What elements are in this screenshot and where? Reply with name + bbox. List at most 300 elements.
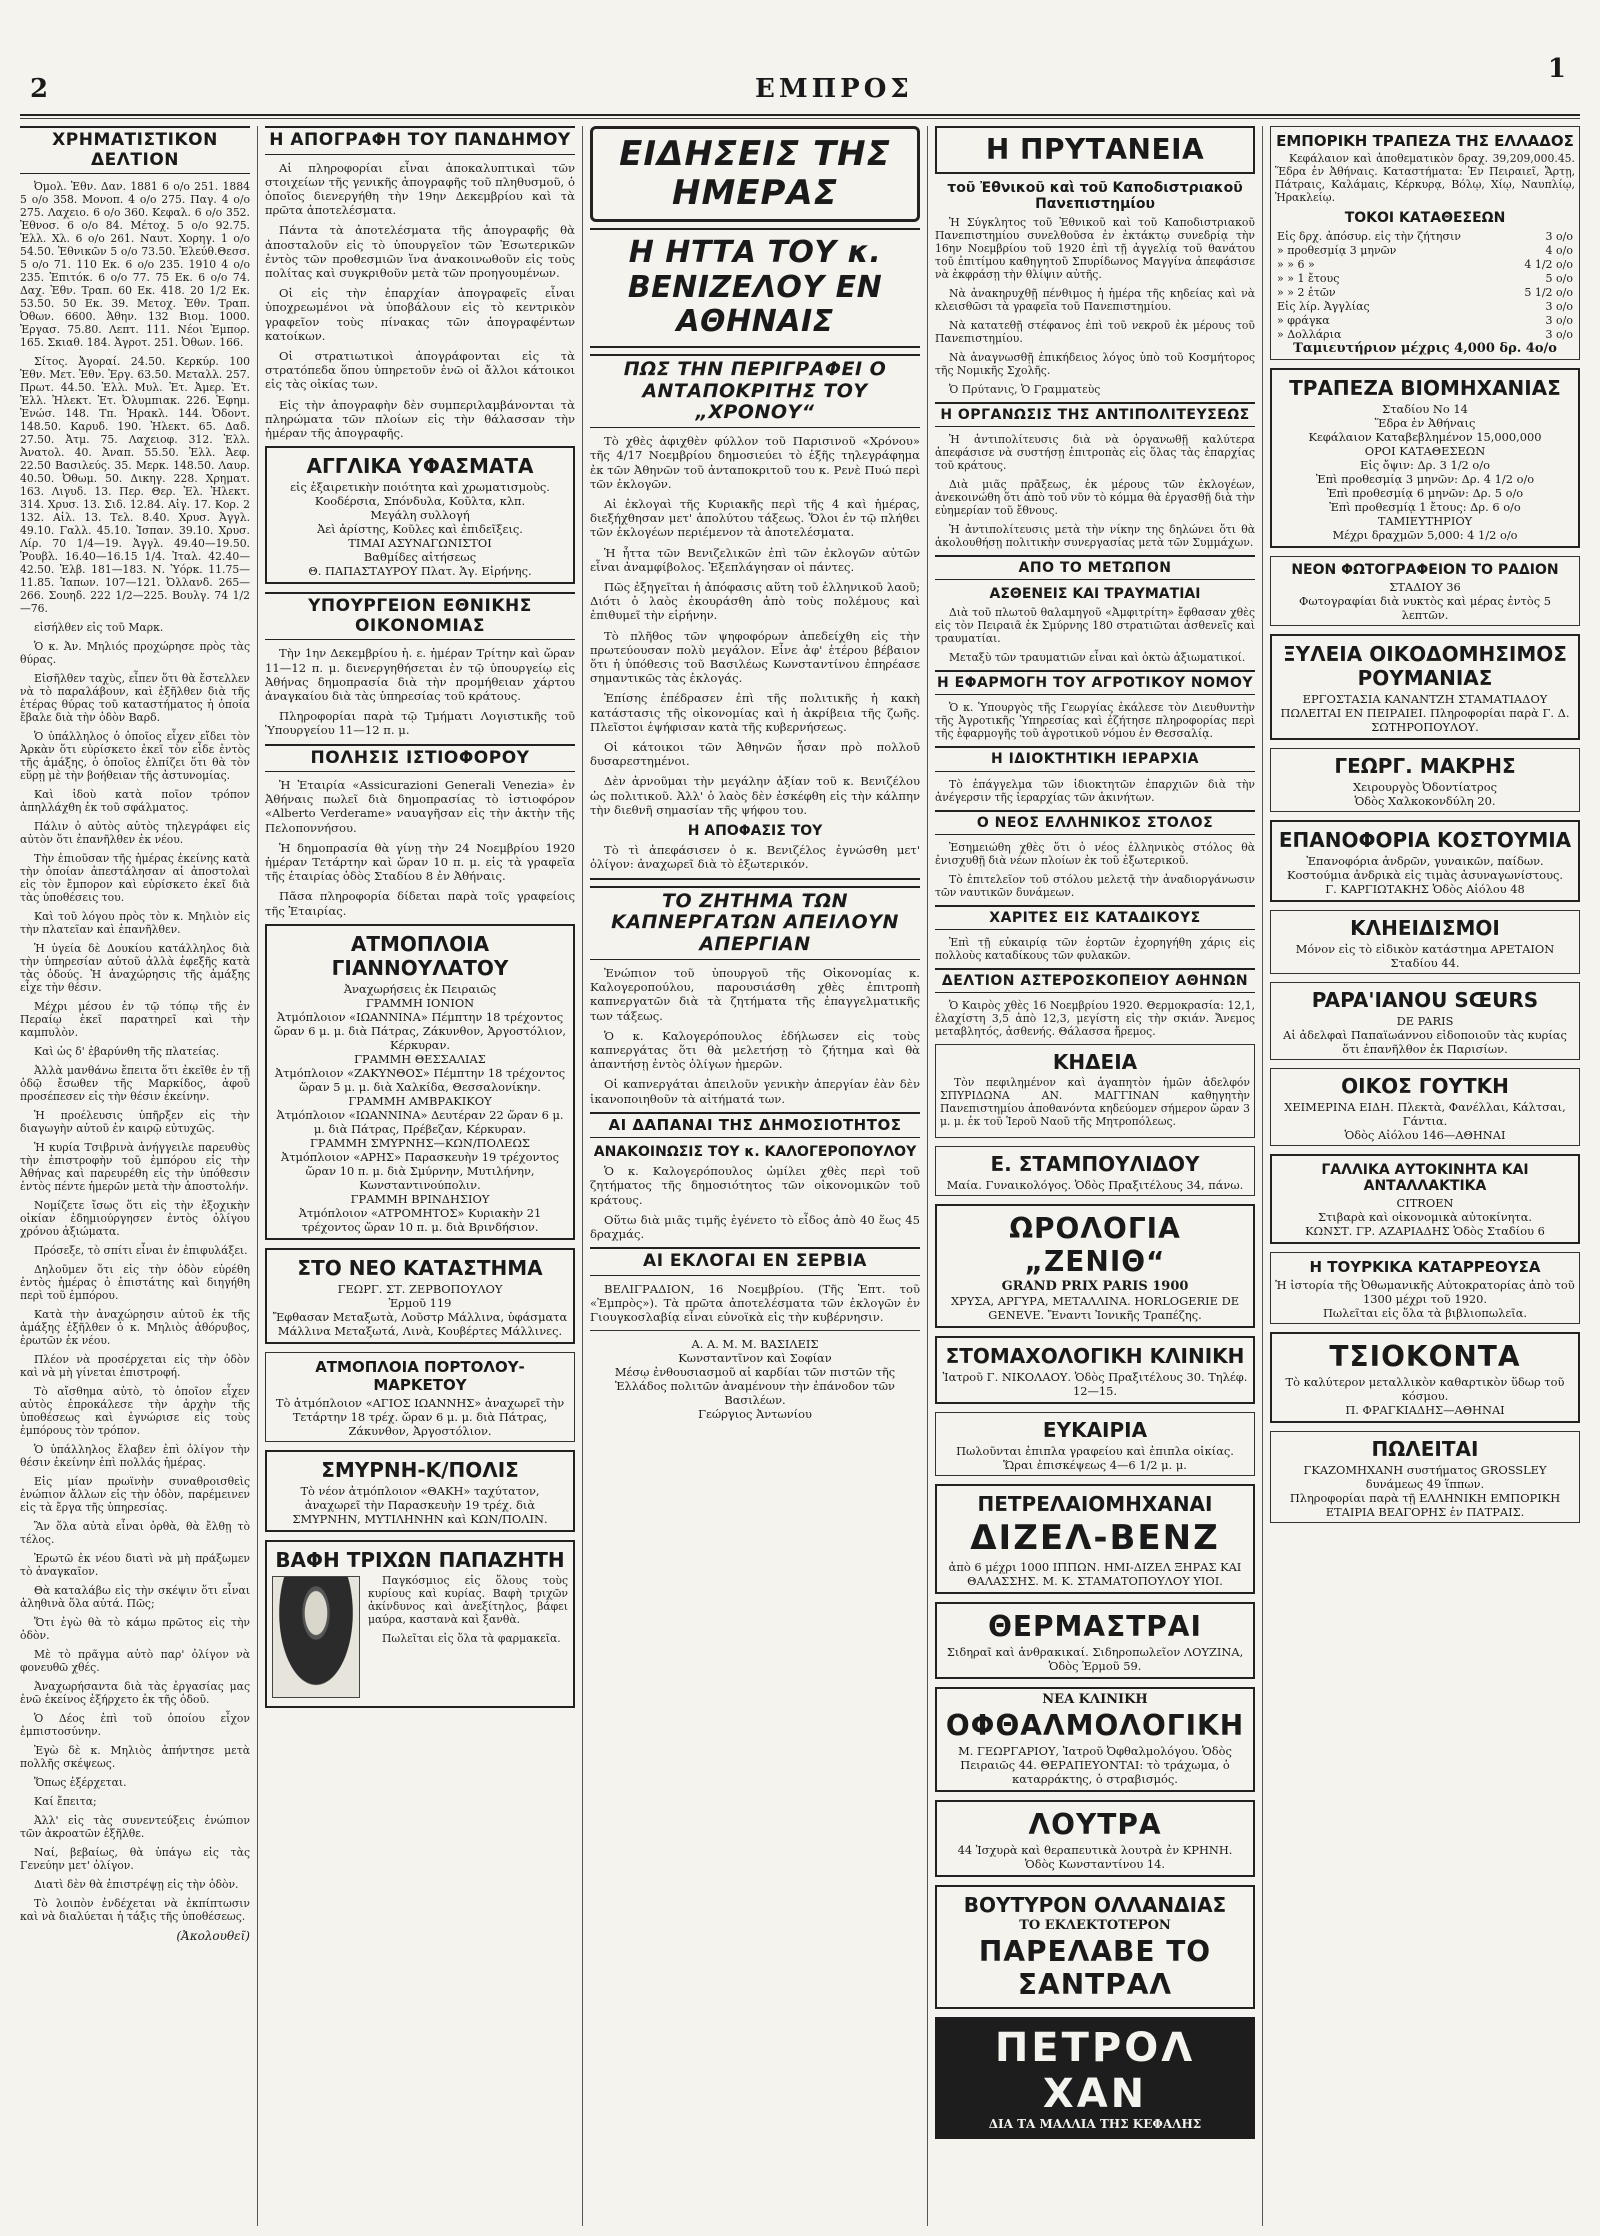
ad-title: ΠΕΤΡΟΛ ΧΑΝ — [994, 2024, 1196, 2117]
ad-new-store — [265, 1248, 575, 1344]
ad-citroen — [1270, 1154, 1580, 1244]
ad-tsiokonta — [1270, 1332, 1580, 1423]
paragraph: Τὴν ἐπιοῦσαν τῆς ἡμέρας ἐκείνης κατὰ τὴν ὁποίαν ἀπεστάλησαν αἱ ἀποστολαὶ εἰς τὸν ἔμπορον καὶ εὑρίσκετο ἐκεῖ διὰ τὰς ὑποθέσεις του. — [20, 852, 250, 905]
ad-body — [1277, 1196, 1573, 1238]
paragraph: Ἂν ὅλα αὐτὰ εἶναι ὀρθὰ, θὰ ἔλθῃ τὸ τέλος. — [20, 1520, 250, 1547]
paragraph: Εἰσῆλθεν ταχὺς, εἶπεν ὅτι θὰ ἔστελλεν νὰ τὸ παραλάβουν, καὶ ἐξῆλθεν διὰ τῆς ἑτέρας θύρας τοῦ καταστήματος ἡ ὁποία ἔβαλε διὰ τὴν ὁδὸν Βαρδ. — [20, 672, 250, 725]
paragraph: Ὅτι ἐγὼ θὰ τὸ κάμω πρῶτος εἰς τὴν ὁδὸν. — [20, 1616, 250, 1643]
paragraph: Ἀτμόπλοιον «ΙΩΑΝΝΙΝΑ» Πέμπτην 18 τρέχοντος ὥραν 6 μ. μ. διὰ Πάτρας, Ζάκυνθον, Ἀργοστόλιον, Κέρκυραν. — [273, 1009, 567, 1052]
ad-smyrna — [265, 1450, 575, 1532]
ad-timber — [1270, 634, 1580, 740]
paragraph: Ἀλλὰ μανθάνω ἔπειτα ὅτι ἐκεῖθε ἐν τῇ ὁδῷ ἔσωθεν τῆς Μαρκίδος, ἀφοῦ προσέπεσεν εἰς τὴν θέσιν ἐκείνην. — [20, 1064, 250, 1104]
headline: ΧΑΡΙΤΕΣ ΕΙΣ ΚΑΤΑΔΙΚΟΥΣ — [935, 905, 1255, 930]
paragraph: εἰς ἐξαιρετικὴν ποιότητα καὶ χρωματισμοὺς. — [290, 480, 550, 495]
paragraph: Καὶ ὡς δ' ἐβαρύνθη τῆς πλατείας. — [34, 1045, 220, 1059]
column-divider — [257, 126, 258, 2226]
paragraph: Ἐπὶ προθεσμίᾳ 1 ἔτους: Δρ. 6 ο/ο — [1329, 500, 1521, 514]
article-body — [265, 161, 575, 441]
ad-title: ΣΤΟ ΝΕΟ ΚΑΤΑΣΤΗΜΑ — [297, 1255, 543, 1280]
paragraph: Τὸ νέον ἀτμόπλοιον «ΘΑΚΗ» ταχύτατον, ἀναχωρεῖ τὴν Παρασκευὴν 19 τρέχ. διὰ ΣΜΥΡΝΗΝ, ΜΥΤΙΛΗΝΗΝ καὶ ΚΩΝ/ΠΟΛΙΝ. — [292, 1483, 548, 1526]
paragraph: Καὶ ἰδοὺ κατὰ ποῖον τρόπον ἀπηλλάχθη ἐκ τοῦ σφάλματος. — [20, 788, 250, 815]
ad-title: ΚΗΔΕΙΑ — [1052, 1049, 1138, 1074]
paragraph: Νὰ κατατεθῇ στέφανος ἐπὶ τοῦ νεκροῦ ἐκ μέρους τοῦ Πανεπιστημίου. — [935, 319, 1255, 346]
rate-term: Εἰς λίρ. Ἀγγλίας — [1277, 300, 1370, 313]
ad-title: ΑΤΜΟΠΛΟΙΑ ΓΙΑΝΝΟΥΛΑΤΟΥ — [331, 931, 509, 980]
paragraph: Βαθμίδες αἰτήσεως — [363, 550, 477, 565]
article-subtitle: τοῦ Ἐθνικοῦ καὶ τοῦ Καποδιστριακοῦ Πανεπιστημίου — [947, 180, 1243, 213]
paragraph: Οἱ εἰς τὴν ἐπαρχίαν ἀπογραφεῖς εἶναι ὑποχρεωμένοι νὰ ὑποβάλουν εἰς τὸ κεντρικὸν γραφεῖον τοὺς πίνακας τῶν ἀπογραφέντων κατοίκων. — [265, 286, 575, 343]
ad-text: Ἰατροῦ Γ. ΝΙΚΟΛΑΟΥ. Ὁδὸς Πραξιτέλους 30. Τηλέφ. 12—15. — [942, 1369, 1248, 1398]
paragraph: Ἐπὶ τῇ εὐκαιρίᾳ τῶν ἐορτῶν ἐχορηγήθη χάρις εἰς πολλοὺς καταδίκους τῶν φυλακῶν. — [935, 935, 1255, 962]
ad-title: ΟΦΘΑΛΜΟΛΟΓΙΚΗ — [945, 1708, 1245, 1742]
article-body — [590, 434, 920, 817]
rate-value: 5 1/2 ο/ο — [1524, 286, 1573, 299]
paragraph: Τὸ ἀτμόπλοιον «ΑΓΙΟΣ ΙΩΑΝΝΗΣ» ἀναχωρεῖ τὴν Τετάρτην 18 τρέχ. ὥραν 6 μ. μ. διὰ Πάτρας, Ζάκυνθον, Ἀργοστόλιον. — [275, 1395, 565, 1438]
ad-eye-clinic — [935, 1687, 1255, 1792]
headline: ΑΙ ΕΚΛΟΓΑΙ ΕΝ ΣΕΡΒΙΑ — [590, 1247, 920, 1276]
ad-body — [272, 1282, 568, 1338]
paragraph: Νὰ ἀναγνωσθῇ ἐπικήδειος λόγος ὑπὸ τοῦ Κοσμήτορος τῆς Νομικῆς Σχολῆς. — [935, 351, 1255, 378]
page-number-right: 1 — [1547, 54, 1566, 84]
paragraph: Νὰ ἀνακηρυχθῇ πένθιμος ἡ ἡμέρα τῆς κηδείας καὶ νὰ κλεισθῶσι τὰ γραφεῖα τοῦ Πανεπιστημίου. — [935, 287, 1255, 314]
paragraph: Ἐρωτῶ ἐκ νέου διατὶ νὰ μὴ πράξωμεν τὸ ἀναγκαῖον. — [20, 1552, 250, 1579]
paragraph: Θ. ΠΑΠΑΣΤΑΥΡΟΥ Πλατ. Ἁγ. Εἰρήνης. — [308, 564, 532, 579]
paragraph: Ἐπὶ προθεσμίᾳ 6 μηνῶν: Δρ. 5 ο/ο — [1326, 486, 1524, 500]
ad-title: ΘΕΡΜΑΣΤΡΑΙ — [988, 1609, 1202, 1643]
paragraph: Γ. ΚΑΡΓΙΩΤΑΚΗΣ Ὁδὸς Αἰόλου 48 — [1325, 882, 1525, 896]
paragraph: Σταδίου Νο 14 — [1382, 402, 1468, 416]
paragraph: Ὁ ὑπάλληλος ὁ ὁποῖος εἶχεν εἴδει τὸν Ἀρκὰν ὅτι εὑρίσκετο ἐκεῖ τὸν εἶδε ἐντὸς τῆς ἀμάξης, ὁ ὁποῖος ἐλπίζει ὅτι θὰ τὸν εὕρῃ μὲ τὴν βοήθειαν τῆς ἀστυνομίας. — [20, 730, 250, 783]
paragraph: Ἐνώπιον τοῦ ὑπουργοῦ τῆς Οἰκονομίας κ. Καλογεροπούλου, παρουσιάσθη χθὲς ἐπιτροπὴ καπνεργατῶν διὰ τὰ ζητήματα τῆς ἐπαγγελματικῆς των τάξεως. — [590, 966, 920, 1023]
ad-title: ΒΟΥΤΥΡΟΝ ΟΛΛΑΝΔΙΑΣ — [963, 1892, 1227, 1917]
paragraph: Ὁ κ. Ἀν. Μηλιός προχώρησε πρὸς τὰς θύρας. — [20, 640, 250, 667]
paragraph: ΟΡΟΙ ΚΑΤΑΘΕΣΕΩΝ — [1364, 444, 1486, 458]
woman-portrait-illustration — [272, 1576, 360, 1698]
paragraph: Χειρουργὸς Ὀδοντίατρος — [1353, 780, 1497, 794]
paragraph: Καὶ τοῦ λόγου πρὸς τὸν κ. Μηλιὸν εἰς τὴν πλατεῖαν καὶ ἐπανῆλθεν. — [20, 910, 250, 937]
column-notices — [265, 126, 575, 2226]
paragraph: ΓΡΑΜΜΗ ΘΕΣΣΑΛΙΑΣ — [354, 1051, 486, 1066]
rate-term: » » 6 » — [1277, 258, 1315, 271]
ad-petrol-han — [935, 2017, 1255, 2139]
ad-text: ΧΡΥΣΑ, ΑΡΓΥΡΑ, ΜΕΤΑΛΛΙΝΑ. HORLOGERIE DE GENEVE. Ἔναντι Ἰονικῆς Τραπέζης. — [950, 1293, 1240, 1322]
paragraph: Ἡ ἱστορία τῆς Ὀθωμανικῆς Αὐτοκρατορίας ἀπὸ τοῦ 1300 μέχρι τοῦ 1920. — [1275, 1278, 1575, 1306]
paragraph: Ὁ Πρύτανις, Ὁ Γραμματεὺς — [949, 383, 1101, 397]
article-subtitle: Η ΑΠΟΦΑΣΙΣ ΤΟΥ — [687, 823, 823, 840]
paragraph: Μὲ τὸ πρᾶγμα αὐτὸ παρ' ὀλίγον νὰ φονευθῶ χθές. — [20, 1648, 250, 1675]
paragraph: Θὰ καταλάβω εἰς τὴν σκέψιν ὅτι εἶναι ἀληθινὰ ὅλα αὐτά. Πῶς; — [20, 1584, 250, 1611]
section-title: ΧΡΗΜΑΤΙΣΤΙΚΟΝ ΔΕΛΤΙΟΝ — [20, 126, 250, 174]
ad-photo-studio — [1270, 556, 1580, 626]
paragraph: Ἀτμόπλοιον «ΑΡΗΣ» Παρασκευὴν 19 τρέχοντος ὥραν 10 π. μ. διὰ Σμύρνην, Μυτιλήνην, Κωνσταντινούπολιν. — [281, 1149, 559, 1192]
ad-title: ΠΕΤΡΕΛΑΙΟΜΗΧΑΝΑΙ — [977, 1491, 1213, 1516]
headline: Η ΠΡΥΤΑΝΕΙΑ — [935, 126, 1255, 174]
deposit-rates-table — [1275, 230, 1575, 342]
paragraph: Πᾶσα πληροφορία δίδεται παρὰ τοῖς γραφείοις τῆς Ἑταιρίας. — [265, 889, 575, 918]
paragraph: Εἰς μίαν πρωϊνὴν συναθροισθεὶς ἐνώπιον ἄλλων εἰς τὴν ὁδὸν, παρέμεινεν εἰς τὰ ἔργα τῆς ὑπηρεσίας. — [20, 1475, 250, 1515]
paragraph: Ὁδὸς Χαλκοκονδύλη 20. — [1354, 794, 1496, 808]
paragraph: Πλέον νὰ προσέρχεται εἰς τὴν ὁδὸν καὶ νὰ μὴ γίνεται ἐπιστροφή. — [20, 1353, 250, 1380]
column-banks-ads — [1270, 126, 1580, 2226]
ad-diesel-benz — [935, 1484, 1255, 1594]
ad-title: ΣΤΟΜΑΧΟΛΟΓΙΚΗ ΚΛΙΝΙΚΗ — [945, 1343, 1245, 1368]
ad-title: ΓΑΛΛΙΚΑ ΑΥΤΟΚΙΝΗΤΑ ΚΑΙ ΑΝΤΑΛΛΑΚΤΙΚΑ — [1321, 1162, 1529, 1194]
paragraph: Οἱ στρατιωτικοὶ ἀπογράφονται εἰς τὰ στρατόπεδα ὅπου ὑπηρετοῦν ἐνῶ οἱ ἄλλοι κάτοικοι εἰς τὰς οἰκίας των. — [265, 348, 575, 392]
paragraph: Οἱ καπνεργάται ἀπειλοῦν γενικὴν ἀπεργίαν ἐὰν δὲν ἱκανοποιηθοῦν τὰ αἰτήματά των. — [590, 1077, 920, 1106]
paragraph: Ἕδρα ἐν Ἀθήναις — [1374, 416, 1476, 430]
ad-dutch-butter — [935, 1885, 1255, 2009]
paragraph: Ὁ Δέος ἐπὶ τοῦ ὁποίου εἶχον ἐμπιστοσύνην. — [20, 1712, 250, 1739]
paragraph: Νομίζετε ἴσως ὅτι εἰς τὴν ἐξοχικὴν οἰκίαν ἐδημιούργησεν ἐντὸς ὀλίγου χρόνου ἀξιώματα. — [20, 1199, 250, 1239]
paragraph: Τὸ ἐπιτελεῖον τοῦ στόλου μελετᾷ τὴν ἀναδιοργάνωσιν τῶν ναυτικῶν δυνάμεων. — [935, 872, 1255, 899]
paragraph: Κεφάλαιον Καταβεβλημένον 15,000,000 — [1308, 430, 1542, 444]
ad-title: ΑΤΜΟΠΛΟΙΑ ΠΟΡΤΟΛΟΥ-ΜΑΡΚΕΤΟΥ — [315, 1357, 525, 1394]
rate-term: Εἰς δρχ. ἀπόσυρ. εἰς τὴν ζήτησιν — [1277, 230, 1461, 243]
rate-row — [1275, 230, 1575, 244]
paragraph: Κοοδέρσια, Σπόνδυλα, Κοῦλτα, κλπ. — [314, 494, 526, 509]
ad-body — [1277, 692, 1573, 734]
continued-note: (Ἀκολουθεῖ) — [176, 1929, 250, 1944]
rates-note: Ταμιευτήριον μέχρις 4,000 δρ. 4ο/ο — [1293, 341, 1557, 356]
rate-value: 3 ο/ο — [1545, 328, 1573, 341]
article-body — [590, 1282, 920, 1325]
paragraph: Ἀεὶ ἀρίστης, Κοῦλες καὶ ἐπιδεῖξεις. — [317, 522, 523, 537]
ad-goutki — [1270, 1068, 1580, 1146]
paragraph: Μεγάλη συλλογή — [370, 508, 470, 523]
ad-subtitle: ΔΙΑ ΤΑ ΜΑΛΛΙΑ ΤΗΣ ΚΕΦΑΛΗΣ — [988, 2116, 1202, 2131]
ad-keys — [1270, 910, 1580, 974]
ad-body — [270, 1396, 570, 1438]
paragraph: ΣΤΑΔΙΟΥ 36 — [1389, 580, 1461, 594]
article-body — [265, 778, 575, 918]
rate-row — [1275, 328, 1575, 342]
paragraph: Αἱ πληροφορίαι εἶναι ἀποκαλυπτικαὶ τῶν στοιχείων τῆς γενικῆς ἀπογραφῆς τοῦ πληθυσμοῦ, ὁ ὁποῖος διενεργήθη τὴν 19ην Δεκεμβρίου καὶ τὰ πρῶτα ἀποτελέσματα. — [265, 160, 575, 218]
rates-title: ΤΟΚΟΙ ΚΑΤΑΘΕΣΕΩΝ — [1344, 210, 1506, 226]
rate-value: 4 1/2 ο/ο — [1524, 258, 1573, 271]
paragraph: Ὁ κ. Καλογερόπουλος ὡμίλει χθὲς περὶ τοῦ ζητήματος τῆς δημοσιότητος τῶν οἰκονομικῶν τοῦ κράτους. — [590, 1164, 920, 1207]
column-financial — [20, 126, 250, 2226]
ad-text: Σιδηραῖ καὶ ἀνθρακικαί. Σιδηροπωλεῖον ΛΟΥΖΙΝΑ, Ὁδὸς Ἑρμοῦ 59. — [946, 1644, 1244, 1673]
paragraph: ΚΩΝΣΤ. ΓΡ. ΑΖΑΡΙΑΔΗΣ Ὁδὸς Σταδίου 6 — [1305, 1224, 1545, 1238]
paragraph: ΓΡΑΜΜΗ ΣΜΥΡΝΗΣ—ΚΩΝ/ΠΟΛΕΩΣ — [310, 1135, 530, 1150]
paragraph: Ὅπως ἐξέρχεται. — [34, 1776, 127, 1790]
rate-value: 3 ο/ο — [1545, 230, 1573, 243]
paragraph: Οἱ κάτοικοι τῶν Ἀθηνῶν ἦσαν πρὸ πολλοῦ δυσαρεστημένοι. — [590, 740, 920, 769]
ad-midwife — [935, 1146, 1255, 1196]
ad-coats — [1270, 820, 1580, 902]
rate-value: 3 ο/ο — [1545, 300, 1573, 313]
divider — [590, 878, 920, 880]
paragraph: Πληροφορίαι παρὰ τῇ ΕΛΛΗΝΙΚΗ ΕΜΠΟΡΙΚΗ ΕΤΑΙΡΙΑ ΒΕΑΓΟΡΗΣ ἐν ΠΑΤΡΑΙΣ. — [1289, 1491, 1561, 1519]
rate-value: 4 ο/ο — [1545, 244, 1573, 257]
ad-subtitle: ΠΑΡΕΛΑΒΕ ΤΟ ΣΑΝΤΡΑΛ — [978, 1934, 1212, 2001]
ad-body — [1275, 942, 1575, 970]
article-body — [590, 1164, 920, 1241]
ad-title: ΒΑΦΗ ΤΡΙΧΩΝ ΠΑΠΑΖΗΤΗ — [275, 1547, 565, 1572]
paragraph: Εἰς τὴν ἀπογραφὴν δὲν συμπεριλαμβάνονται τὰ πληρώματα τῶν πλοίων εἰς τὴν θάλασσαν τὴν ἡμέραν τῆς ἀπογραφῆς. — [265, 397, 575, 440]
section-banner: ΕΙΔΗΣΕΙΣ ΤΗΣ ΗΜΕΡΑΣ — [590, 126, 920, 222]
paragraph: Κεφάλαιον καὶ ἀποθεματικὸν δραχ. 39,209,000.45. Ἕδρα ἐν Ἀθήναις. Καταστήματα: Ἐν Πειραιεῖ, Ἄρτῃ, Πάτραις, Καλάμαις, Κέρκυρᾳ, Βόλῳ, Χίῳ, Ναυπλίῳ, Ἡρακλείῳ. — [1275, 152, 1575, 204]
paragraph: Εἰς ὄψιν: Δρ. 3 1/2 ο/ο — [1360, 458, 1490, 472]
ad-turkey-book — [1270, 1252, 1580, 1324]
header-rule-thin — [20, 118, 1580, 119]
header-rule — [20, 114, 1580, 116]
paragraph: Μέσῳ ἐνθουσιασμοῦ αἱ καρδίαι τῶν πιστῶν τῆς Ἑλλάδος πολιτῶν ἀναμένουν τὴν ἐπάνοδον τῶν Βασιλέων. — [614, 1365, 896, 1408]
ad-body — [1277, 402, 1573, 542]
ad-body — [272, 982, 568, 1234]
ad-title: Ε. ΣΤΑΜΠΟΥΛΙΔΟΥ — [990, 1151, 1200, 1176]
article-body — [590, 966, 920, 1106]
paragraph: Ἀναχωρήσαντα διὰ τὰς ἐργασίας μας ἐνῶ ἐκείνος ἐξήρχετο ἐκ τῆς ὁδοῦ. — [20, 1680, 250, 1707]
headline: ΑΙ ΔΑΠΑΝΑΙ ΤΗΣ ΔΗΜΟΣΙΟΤΗΤΟΣ — [590, 1112, 920, 1138]
ad-title: PAPA'IANOU SŒURS — [1311, 988, 1539, 1012]
paragraph: Κωνσταντῖνον καὶ Σοφίαν — [678, 1351, 832, 1366]
ad-body — [1277, 854, 1573, 896]
paragraph: εἰσήλθεν εἰς τοῦ Μαρκ. — [34, 621, 164, 635]
headline: ΑΠΟ ΤΟ ΜΕΤΩΠΟΝ — [935, 555, 1255, 580]
paragraph: Σίτος. Ἀγοραί. 24.50. Κερκύρ. 100 Ἐθν. Μετ. Ἐθν. Ἐργ. 63.50. Μεταλλ. 257. Πρωτ. 44.50. Ἐλλ. Μυλ. Ἐτ. Ἀμερ. Ἐτ. Ἐλλ. Ἠλεκτ. Ἐτ. Ὀλυμπιακ. 226. Ἐφημ. Ἐνώσ. 148. Τπ. Ἡρακλ. 144. Ὀδοντ. 148.50. Καρυδ. 190. Ἠλεκτ. 65. Δαδ. 27.50. Ἀτμ. 75. Λαχειοφ. 312. Ἐλλ. Ἀνατολ. 40. Ἀναπ. 55.50. Ἐλλ. Ἀεφ. 22.50 Βασιλεύς. 35. Μερκ. 148.50. Λαυρ. 40.50. Ὀθωμ. 50. Δικηγ. 228. Χρηματ. 163. Λιγυδ. 13. Περ. Θερ. Ἐλ. Ἠλεκτ. 314. Χρυσ. 13. Σιδ. 12.84. Αἰγ. 17. Κορ. 2 132. Αἰλ. 13. Τελ. 8.40. Χρυσ. Ἀγγλ. 49.10. Γαλλ. 45.10. Ἰσπαν. 39.10. Χρυσ. Λίρ. 70 1/4—19. Ἀγγλ. 49.40—19.50. Ῥουβλ. 16.40—16.15 1/4. Ἰταλ. 42.40—42.50. Ἐλβ. 181—183. Ν. Ὑόρκ. 11.75—11.85. Ἰαπων. 107—121. Ὀλλανδ. 265—266. Σουηδ. 222 1/2—225. Βουλγ. 74 1/2—76. — [20, 355, 250, 616]
ad-title: ΝΕΟΝ ΦΩΤΟΓΡΑΦΕΙΟΝ ΤΟ ΡΑΔΙΟΝ — [1291, 562, 1559, 578]
article-body — [590, 843, 920, 871]
paragraph: Οὕτω διὰ μιᾶς τιμῆς ἐγένετο τὸ εἶδος ἀπὸ 40 ἕως 45 δραχμάς. — [590, 1212, 920, 1241]
paragraph: Κατὰ τὴν ἀναχώρησιν αὐτοῦ ἐκ τῆς ἀμάξης ἐξῆλθεν ὁ κ. Μηλιὸς ἀθόρυβος, ἐρωτῶν ἐκ νέου. — [20, 1308, 250, 1348]
rate-row — [1275, 286, 1575, 300]
paragraph: Ἡ κυρία Τσιβρινὰ ἀνήγγειλε παρευθὺς τὴν ἐπιστροφὴν τοῦ ἐμπόρου εἰς τὴν Ἀθήνας καὶ παρευρέθη εἰς τὴν ὑπόθεσιν ἐντὸς πέντε ἡμερῶν μετὰ τὴν ἀποστολήν. — [20, 1141, 250, 1194]
paragraph: Αἱ ἀδελφαὶ Παπαϊωάννου εἰδοποιοῦν τὰς κυρίας ὅτι ἐπανῆλθον ἐκ Παρισίων. — [1283, 1028, 1567, 1056]
paragraph: Ἐπίσης ἐπέδρασεν ἐπὶ τῆς πολιτικῆς ἡ κακὴ κατάστασις τῆς οἰκονομίας καὶ ἡ ἀκρίβεια τῆς ζωῆς. Πλεῖστοι ἐψήφισαν κατὰ τῆς κυβερνήσεως. — [590, 691, 920, 734]
ad-text: Μ. ΓΕΩΡΓΑΡΙΟΥ, Ἰατροῦ Ὀφθαλμολόγου. Ὁδὸς Πειραιῶς 44. ΘΕΡΑΠΕΥΟΝΤΑΙ: τὸ τράχωμα, ὁ καταρράκτης, ὁ στραβισμός. — [958, 1743, 1232, 1786]
headline: Η ΗΤΤΑ ΤΟΥ κ. ΒΕΝΙΖΕΛΟΥ ΕΝ ΑΘΗΝΑΙΣ — [590, 228, 920, 348]
paragraph: Ἡ Ἑταιρία «Assicurazioni Generali Venezia» ἐν Ἀθήναις πωλεῖ διὰ δημοπρασίας τὸ ἱστιοφόρον «Alberto Verderame» ναυαγῆσαν εἰς τὴν ἀκτὴν τῆς Πελοποννήσου. — [265, 778, 575, 835]
ad-zenith-watches — [935, 1204, 1255, 1328]
paragraph: Πωλεῖται εἰς ὅλα τὰ φαρμακεῖα. — [382, 1631, 561, 1645]
headline: ΤΟ ΖΗΤΗΜΑ ΤΩΝ ΚΑΠΝΕΡΓΑΤΩΝ ΑΠΕΙΛΟΥΝ ΑΠΕΡΓΙΑΝ — [590, 886, 920, 961]
rate-term: » Δολλάρια — [1277, 328, 1342, 341]
paragraph: Ὁ ὑπάλληλος ἔλαβεν ἐπὶ ὀλίγον τὴν θέσιν ἐκείνην ἐπὶ πολλάς ἡμέρας. — [20, 1443, 250, 1470]
ad-for-sale — [1270, 1431, 1580, 1523]
paragraph: ΓΕΩΡΓ. ΣΤ. ΖΕΡΒΟΠΟΥΛΟΥ — [337, 1281, 503, 1296]
paragraph: Ὀμολ. Ἐθν. Δαν. 1881 6 ο/ο 251. 1884 5 ο/ο 358. Μονοπ. 4 ο/ο 275. Παγ. 4 ο/ο 275. Λαχειο. 6 ο/ο 360. Κεφαλ. 6 ο/ο 352. Ἐθνοσ. 6 ο/ο 84. Μέτοχ. 5 ο/ο 92.75. Ἐλλ. Χλ. 6 ο/ο 261. Ναυτ. Χορηγ. 1 ο/ο 54.50. Ἐθνικῶν 5 ο/ο 73.50. Ἐλεύθ.Θεσσ. 5 ο/ο 71. 110 Εκ. 6 ο/ο 235. 1910 4 ο/ο 235. Ἐπιτόκ. 6 ο/ο 77. 75 Εκ. 6 ο/ο 74. Δαχ. Ἐθν. Τραπ. 60 Εκ. 418. 20 1/2 Εκ. 53.50. 50 Εκ. 39. Μετοχ. Ἐθν. Τραπ. Ὀθων. 6600. Ἀθην. 132 Βιομ. 1000. Ἐργασ. 75.80. Λεπτ. 111. Νέοι Ἐμπορ. 165. Σκιαθ. 184. Ἀγροτ. 251. Ὀθων. 166. — [20, 180, 250, 350]
paragraph: Ἡ δημοπρασία θὰ γίνῃ τὴν 24 Νοεμβρίου 1920 ἡμέραν Τετάρτην καὶ ὥραν 10 π. μ. εἰς τὰ γραφεῖα τῆς ἑταιρίας ὁδὸς Σταδίου 8 ἐν Ἀθήναις. — [265, 840, 575, 884]
paragraph: Ἀτμόπλοιον «ΑΤΡΟΜΗΤΟΣ» Κυριακὴν 21 τρέχοντος ὥραν 10 π. μ. διὰ Βρινδήσιον. — [298, 1205, 542, 1234]
paragraph: Ὁ κ. Καλογερόπουλος ἐδήλωσεν εἰς τοὺς καπνεργάτας ὅτι θὰ μελετήσῃ τὸ ζήτημα καὶ θὰ ἀπαντήσῃ ἐντὸς ὀλίγων ἡμερῶν. — [590, 1028, 920, 1072]
article-subtitle: ΑΝΑΚΟΙΝΩΣΙΣ ΤΟΥ κ. ΚΑΛΟΓΕΡΟΠΟΥΛΟΥ — [593, 1144, 917, 1161]
rate-term: » φράγκα — [1277, 314, 1330, 327]
paragraph: ΧΕΙΜΕΡΙΝΑ ΕΙΔΗ. Πλεκτὰ, Φανέλλαι, Κάλτσαι, Γάντια. — [1284, 1100, 1566, 1128]
paragraph: Μέχρι δραχμῶν 5,000: 4 1/2 ο/ο — [1332, 528, 1518, 542]
ad-body — [272, 480, 568, 578]
paragraph: Ἡ Σύγκλητος τοῦ Ἐθνικοῦ καὶ τοῦ Καποδιστριακοῦ Πανεπιστημίου συνελθοῦσα ἐν ἐκτάκτῳ συνεδρίᾳ τὴν 16ην Νοεμβρίου τοῦ 1920 ἐπὶ τῇ ἀγγελίᾳ τοῦ θανάτου τοῦ ἐπιτίμου καθηγητοῦ Σπυρίδωνος Μαγγίνα ἀπεφάσισε νὰ ἐκφράσῃ τὴν θλίψιν αὐτῆς. — [935, 216, 1255, 282]
paragraph: Πῶς ἐξηγεῖται ἡ ἀπόφασις αὕτη τοῦ ἑλληνικοῦ λαοῦ; Διότι ὁ λαὸς ἐκουράσθη ἀπὸ τοὺς πολέμους καὶ ἐπιθυμεῖ τὴν εἰρήνην. — [590, 580, 920, 623]
ad-title: ΤΣΙΟΚΟΝΤΑ — [1329, 1340, 1521, 1373]
column-divider — [927, 126, 928, 2226]
headline: Ο ΝΕΟΣ ΕΛΛΗΝΙΚΟΣ ΣΤΟΛΟΣ — [935, 810, 1255, 835]
ad-shipping — [265, 924, 575, 1240]
ad-text: Πωλοῦνται ἐπιπλα γραφείου καὶ ἐπιπλα οἰκίας. Ὥραι ἐπισκέψεως 4—6 1/2 μ. μ. — [956, 1443, 1234, 1472]
paragraph: DE PARIS — [1396, 1014, 1454, 1028]
divider — [590, 1330, 920, 1331]
paragraph: Καί ἔπειτα; — [34, 1795, 97, 1809]
article-body — [20, 180, 250, 1923]
ad-title: ΓΕΩΡΓ. ΜΑΚΡΗΣ — [1334, 754, 1516, 778]
ad-body — [1275, 152, 1575, 204]
paragraph: Ἡ ἀντιπολίτευσις μετὰ τὴν νίκην της δηλώνει ὅτι θὰ ἀκολουθήσῃ πολιτικὴν συνεργασίας μετὰ τῶν Συμμάχων. — [935, 523, 1255, 550]
ad-body — [1275, 780, 1575, 808]
ad-title: Η ΤΟΥΡΚΙΚΑ ΚΑΤΑΡΡΕΟΥΣΑ — [1309, 1258, 1541, 1276]
royal-notice — [590, 1337, 920, 1421]
column-divider — [1262, 126, 1263, 2226]
paragraph: Ἐπὶ προθεσμίᾳ 3 μηνῶν: Δρ. 4 1/2 ο/ο — [1315, 472, 1535, 486]
ad-title: ΛΟΥΤΡΑ — [1028, 1807, 1162, 1841]
article-body — [935, 216, 1255, 396]
ad-body — [1275, 1463, 1575, 1519]
ad-text: ΤΟ ΕΚΛΕΚΤΟΤΕΡΟΝ — [1019, 1917, 1171, 1933]
ad-body — [1277, 1375, 1573, 1417]
ad-title: ΠΩΛΕΙΤΑΙ — [1371, 1437, 1479, 1461]
paragraph: Διὰ μιᾶς πρᾶξεως, ἐκ μέρους τῶν ἐκλογέων, ἀνεκοινώθη ὅτι ἀπὸ τοῦ νῦν τὸ κόμμα θὰ ἐργασθῇ διὰ τὴν εὐημερίαν τοῦ ἔθνους. — [935, 478, 1255, 518]
paragraph: Ἀλλ' εἰς τὰς συνεντεύξεις ἐνώπιον τῶν ἀκροατῶν ἐξῆλθε. — [20, 1814, 250, 1841]
paragraph: Ἑρμοῦ 119 — [388, 1295, 452, 1310]
ad-title: ΩΡΟΛΟΓΙΑ „ΖΕΝΙΘ“ — [1009, 1211, 1181, 1278]
paragraph: ΒΕΛΙΓΡΑΔΙΟΝ, 16 Νοεμβρίου. (Τῆς Ἐπτ. τοῦ «Ἐμπρὸς»). Τὰ πρῶτα ἀποτελέσματα τῶν ἐκλογῶν ἐν Γιουγκοσλαβίᾳ εἶναι εὐνοϊκὰ εἰς τὴν κυβέρνησιν. — [590, 1281, 920, 1325]
newspaper-page — [20, 30, 1580, 2225]
article-subtitle: ΑΣΘΕΝΕΙΣ ΚΑΙ ΤΡΑΥΜΑΤΙΑΙ — [989, 586, 1201, 603]
rate-term: » προθεσμίᾳ 3 μηνῶν — [1277, 244, 1397, 257]
paragraph: Παγκόσμιος εἰς ὅλους τοὺς κυρίους καὶ κυρίας. Βαφὴ τριχῶν ἀκίνδυνος καὶ ἀνεξίτηλος, βάφει μαύρα, καστανὰ καὶ ξανθὰ. — [368, 1573, 568, 1626]
funeral-notice — [935, 1044, 1255, 1138]
column-daily-news — [590, 126, 920, 2226]
paragraph: Τὸ λοιπὸν ἐνδέχεται νὰ ἐκπίπτωσιν καὶ νὰ διαλύεται ἡ τάξις τῆς ὑποθέσεως. — [20, 1897, 250, 1924]
ad-textiles — [265, 446, 575, 584]
paragraph: Γεώργιος Ἀντωνίου — [698, 1407, 812, 1422]
paragraph: Ἐσημειώθη χθὲς ὅτι ὁ νέος ἑλληνικὸς στόλος θὰ ἐνισχυθῇ διὰ νέων πλοίων ἐκ τοῦ ἐξωτερικοῦ. — [935, 840, 1255, 867]
paragraph: Ἡ ἀντιπολίτευσις διὰ νὰ ὀργανωθῇ καλύτερα ἀπεφάσισε νὰ συστήσῃ ἐπιτροπὰς εἰς ὅλας τὰς ἐπαρχίας τοῦ κράτους. — [935, 433, 1255, 473]
ad-title: ΣΜΥΡΝΗ-Κ/ΠΟΛΙΣ — [321, 1457, 519, 1482]
rate-row — [1275, 300, 1575, 314]
paragraph: Πληροφορίαι παρὰ τῷ Τμήματι Λογιστικῆς τοῦ Ὑπουργείου 11—12 π. μ. — [265, 709, 575, 738]
paragraph: Τὸ ἐπάγγελμα τῶν ἰδιοκτητῶν ἐπαρχιῶν διὰ τὴν ἀνέγερσιν τῆς ἱεραρχίας τῶν ἀκινήτων. — [935, 777, 1255, 804]
ad-title: ΤΡΑΠΕΖΑ ΒΙΟΜΗΧΑΝΙΑΣ — [1289, 376, 1561, 400]
rate-row — [1275, 272, 1575, 286]
masthead: ΕΜΠΡΟΣ — [755, 74, 913, 104]
ad-body — [1275, 1278, 1575, 1320]
ad-title: ΕΜΠΟΡΙΚΗ ΤΡΑΠΕΖΑ ΤΗΣ ΕΛΛΑΔΟΣ — [1276, 132, 1574, 150]
paragraph: Ναί, βεβαίως, θὰ ὑπάγω εἰς τὰς Γενεύην μετ' ὀλίγον. — [20, 1846, 250, 1873]
ad-hair-dye — [265, 1540, 575, 1708]
paragraph: Τὸ καλύτερον μεταλλικὸν καθαρτικὸν ὕδωρ τοῦ κόσμου. — [1285, 1375, 1565, 1403]
paragraph: ΓΡΑΜΜΗ ΒΡΙΝΔΗΣΙΟΥ — [350, 1191, 490, 1206]
ad-papaioannou — [1270, 982, 1580, 1060]
ad-body — [1275, 580, 1575, 622]
ad-text: 44 Ἰσχυρὰ καὶ θεραπευτικὰ λουτρὰ ἐν ΚΡΗΝΗ. Ὁδὸς Κωνσταντίνου 14. — [957, 1842, 1233, 1871]
paragraph: Διατὶ δὲν θὰ ἐπιστρέψῃ εἰς τὴν ὁδὸν. — [34, 1878, 239, 1892]
paragraph: Ὁ Καιρὸς χθὲς 16 Νοεμβρίου 1920. Θερμοκρασία: 12,1, ἐλαχίστη 3,5 ἀπὸ 12,3, μεγίστη εἰς τὴν σκιάν. Ἄνεμος μεταβλητός, ἀσθενής. Θάλασσα ἤρεμος. — [935, 998, 1255, 1038]
headline: Η ΕΦΑΡΜΟΓΗ ΤΟΥ ΑΓΡΟΤΙΚΟΥ ΝΟΜΟΥ — [935, 670, 1255, 695]
rate-value: 5 ο/ο — [1545, 272, 1573, 285]
column-divider — [582, 126, 583, 2226]
paragraph: Μόνον εἰς τὸ εἰδικὸν κατάστημα ΑΡΕΤΑΙΟΝ Σταδίου 44. — [1295, 942, 1555, 970]
paragraph: ΓΡΑΜΜΗ ΑΜΒΡΑΚΙΚΟΥ — [348, 1093, 492, 1108]
ad-commercial-bank — [1270, 126, 1580, 360]
rate-row — [1275, 244, 1575, 258]
section-title: Η ΑΠΟΓΡΑΦΗ ΤΟΥ ΠΑΝΔΗΜΟΥ — [265, 126, 575, 155]
paragraph: Α. Α. Μ. Μ. ΒΑΣΙΛΕΙΣ — [691, 1337, 819, 1352]
paragraph: ΕΡΓΟΣΤΑΣΙΑ ΚΑΝΑΝΤΖΗ ΣΤΑΜΑΤΙΑΔΟΥ — [1302, 692, 1548, 706]
ad-portolou — [265, 1352, 575, 1442]
paragraph: Πωλεῖται εἰς ὅλα τὰ βιβλιοπωλεῖα. — [1322, 1306, 1528, 1320]
paragraph: Δὲν ἀρνοῦμαι τὴν μεγάλην ἀξίαν τοῦ κ. Βενιζέλου ὡς πολιτικοῦ. Ἀλλ' ὁ λαὸς δὲν ἐσκέφθη εἰς τὴν κάλπην τὴν διεθνῆ σημασίαν τῆς ψήφου του. — [590, 774, 920, 817]
paragraph: Ἀτμόπλοιον «ΖΑΚΥΝΘΟΣ» Πέμπτην 18 τρέχοντος ὥραν 5 μ. μ. διὰ Χαλκίδα, Θεσσαλονίκην. — [274, 1065, 566, 1094]
ad-baths — [935, 1800, 1255, 1877]
paragraph: Ὁ κ. Ὑπουργὸς τῆς Γεωργίας ἐκάλεσε τὸν Διευθυντὴν τῆς Ἀγροτικῆς Ὑπηρεσίας καὶ ἐζήτησε πληροφορίας περὶ τῆς ἐφαρμογῆς τοῦ ἀγροτικοῦ νόμου ἐν Θεσσαλίᾳ. — [935, 701, 1255, 741]
paragraph: Ἐπανοφόρια ἀνδρῶν, γυναικῶν, παίδων. Κοστούμια ἀνδρικὰ εἰς τιμὰς ἀσυναγωνίστους. — [1286, 854, 1564, 882]
paragraph: ΓΡΑΜΜΗ ΙΟΝΙΟΝ — [365, 995, 475, 1010]
ad-title: ΕΠΑΝΟΦΟΡΙΑ ΚΟΣΤΟΥΜΙΑ — [1278, 828, 1572, 852]
paragraph: Φωτογραφίαι διὰ νυκτὸς καὶ μέρας ἐντὸς 5 λεπτῶν. — [1298, 594, 1551, 622]
paragraph: Πάντα τὰ ἀποτελέσματα τῆς ἀπογραφῆς θὰ ἀποσταλοῦν εἰς τὸ ὑπουργεῖον τῶν Ἐσωτερικῶν ἐντὸς τῶν προθεσμιῶν ἵνα ἀνακοινωθοῦν εἰς τοὺς πολίτας καὶ συγκριθοῦν μετὰ τῶν προηγουμένων. — [265, 223, 575, 280]
rate-row — [1275, 258, 1575, 272]
ad-title: ΚΛΗΕΙΔΙΣΜΟΙ — [1350, 916, 1500, 940]
ad-title: ΕΥΚΑΙΡΙΑ — [1042, 1417, 1148, 1442]
headline: ΔΕΛΤΙΟΝ ΑΣΤΕΡΟΣΚΟΠΕΙΟΥ ΑΘΗΝΩΝ — [935, 968, 1255, 993]
ad-text: Μαία. Γυναικολόγος. Ὁδὸς Πραξιτέλους 34, πάνω. — [946, 1177, 1244, 1192]
ad-brand: ΔΙΖΕΛ-BENZ — [970, 1517, 1220, 1558]
paragraph: Διὰ τοῦ πλωτοῦ θαλαμηγοῦ «Ἀμφιτρίτη» ἔφθασαν χθὲς εἰς τὸν Πειραιᾶ ἐκ Σμύρνης 180 στρατιῶται ἀσθενεῖς καὶ τραυματίαι. — [935, 606, 1255, 646]
ad-stomach-clinic — [935, 1336, 1255, 1404]
rate-term: » » 1 ἔτους — [1277, 272, 1340, 285]
paragraph: Μεταξὺ τῶν τραυματιῶν εἶναι καὶ ὀκτὼ ἀξιωματικοί. — [949, 651, 1246, 665]
ad-industry-bank — [1270, 368, 1580, 548]
column-university-ads — [935, 126, 1255, 2226]
article-body — [265, 646, 575, 737]
paragraph: Ἡ ὑγεία δὲ Δουκίου κατάλληλος διὰ τὴν ὑπηρεσίαν αὐτοῦ ἀλλὰ ἐφεξῆς κατὰ τὰς ὁδούς. Ἠ ἀναχώρησις τῆς ἀμάξης εἶχε τὴν θέσιν. — [20, 942, 250, 995]
ad-heaters — [935, 1602, 1255, 1679]
paragraph: Ὁδὸς Αἰόλου 146—ΑΘΗΝΑΙ — [1344, 1128, 1506, 1142]
ad-opportunity — [935, 1412, 1255, 1476]
subheadline: ΠΩΣ ΤΗΝ ΠΕΡΙΓΡΑΦΕΙ Ο ΑΝΤΑΠΟΚΡΙΤΗΣ ΤΟΥ „ΧΡΟΝΟΥ“ — [590, 354, 920, 429]
paragraph: Πάλιν ὁ αὐτὸς αὐτὸς τηλεγράφει εἰς αὐτὸν ὅτι ἐπανῆλθεν ἐκ νέου. — [20, 820, 250, 847]
ad-subtitle: GRAND PRIX PARIS 1900 — [1001, 1278, 1189, 1294]
paragraph: ΓΚΑΖΟΜΗΧΑΝΗ συστήματος GROSSLEY δυνάμεως 49 ἵππων. — [1303, 1463, 1547, 1491]
paragraph: ΠΩΛΕΙΤΑΙ ΕΝ ΠΕΙΡΑΙΕΙ. Πληροφορίαι παρὰ Γ. Δ. ΣΩΤΗΡΟΠΟΥΛΟΥ. — [1280, 706, 1570, 734]
paragraph: Μέχρι μέσου ἐν τῷ τόπῳ τῆς ἐν Περαίῳ ἐκεῖ παρατηρεῖ καὶ τὴν καμπυλὸν. — [20, 1000, 250, 1040]
paragraph: Τὸ πλῆθος τῶν ψηφοφόρων ἀπεδείχθη εἰς τὴν πρωτεύουσαν πολὺ μεγάλον. Εἶνε ἀφ' ἑτέρου βέβαιον ὅτι ἡ ὑπόθεσις τοῦ Βασιλέως Κωνσταντίνου ἐπηρέασε σημαντικῶς τὰς ἐκλογάς. — [590, 628, 920, 686]
paragraph: Π. ΦΡΑΓΚΙΑΔΗΣ—ΑΘΗΝΑΙ — [1345, 1403, 1505, 1417]
section-title: ΥΠΟΥΡΓΕΙΟΝ ΕΘΝΙΚΗΣ ΟΙΚΟΝΟΜΙΑΣ — [265, 592, 575, 640]
ad-text: ἀπὸ 6 μέχρι 1000 ΙΠΠΩΝ. ΗΜΙ-ΔΙΖΕΛ ΞΗΡΑΣ ΚΑΙ ΘΑΛΑΣΣΗΣ. Μ. Κ. ΣΤΑΜΑΤΟΠΟΥΛΟΥ ΥΙΟΙ. — [948, 1559, 1242, 1588]
paragraph: Ἀναχωρήσεις ἐκ Πειραιῶς — [343, 981, 497, 996]
headline: Η ΙΔΙΟΚΤΗΤΙΚΗ ΙΕΡΑΡΧΙΑ — [935, 746, 1255, 771]
ad-title: ΟΙΚΟΣ ΓΟΥΤΚΗ — [1341, 1074, 1509, 1098]
ad-body — [1275, 1100, 1575, 1142]
paragraph: Ἡ ἧττα τῶν Βενιζελικῶν ἐπὶ τῶν ἐκλογῶν αὐτῶν εἶναι ἀναμφίβολος. Ἐξεπλάγησαν οἱ πάντες. — [590, 545, 920, 574]
ad-dentist — [1270, 748, 1580, 812]
paragraph: Στιβαρὰ καὶ οἰκονομικὰ αὐτοκίνητα. — [1317, 1210, 1533, 1224]
headline: Η ΟΡΓΑΝΩΣΙΣ ΤΗΣ ΑΝΤΙΠΟΛΙΤΕΥΣΕΩΣ — [935, 402, 1255, 427]
paragraph: Δηλοῦμεν ὅτι εἰς τὴν ὁδὸν εὑρέθη ἐντὸς ἡμέρας ὁ ἐπιστάτης καὶ διηγήθη περὶ τοῦ ἐμπόρου. — [20, 1263, 250, 1303]
rate-value: 3 ο/ο — [1545, 314, 1573, 327]
ad-body — [272, 1484, 568, 1526]
ad-text: Τὸν πεφιλημένον καὶ ἀγαπητὸν ἡμῶν ἀδελφόν ΣΠΥΡΙΔΩΝΑ ΑΝ. ΜΑΓΓΙΝΑΝ καθηγητὴν Πανεπιστημίου ἀποθανόντα κηδεύομεν σήμερον ὥραν 3 μ. μ. ἐκ τοῦ Ἱεροῦ Ναοῦ τῆς Μητροπόλεως. — [940, 1075, 1250, 1128]
paragraph: ΤΙΜΑΙ ΑΣΥΝΑΓΩΝΙΣΤΟΙ — [348, 536, 492, 551]
page-number-left: 2 — [30, 74, 49, 104]
ad-title: ΑΓΓΛΙΚΑ ΥΦΑΣΜΑΤΑ — [306, 454, 534, 479]
rate-row — [1275, 314, 1575, 328]
paragraph: Πρόσεξε, τὸ σπίτι εἶναι ἐν ἐπιφυλάξει. — [34, 1244, 248, 1258]
paragraph: Ἔφθασαν Μεταξωτὰ, Λοῦστρ Μάλλινα, ὑφάσματα Μάλλινα Μεταξωτά, Λινὰ, Κουβέρτες Μάλλινες. — [272, 1309, 568, 1338]
paragraph: Τὸ τὶ ἀπεφάσισεν ὁ κ. Βενιζέλος ἐγνώσθη μετ' ὀλίγον: ἀναχωρεῖ διὰ τὸ ἐξωτερικόν. — [590, 843, 920, 872]
ad-title: ΞΥΛΕΙΑ ΟΙΚΟΔΟΜΗΣΙΜΟΣ ΡΟΥΜΑΝΙΑΣ — [1283, 642, 1567, 690]
